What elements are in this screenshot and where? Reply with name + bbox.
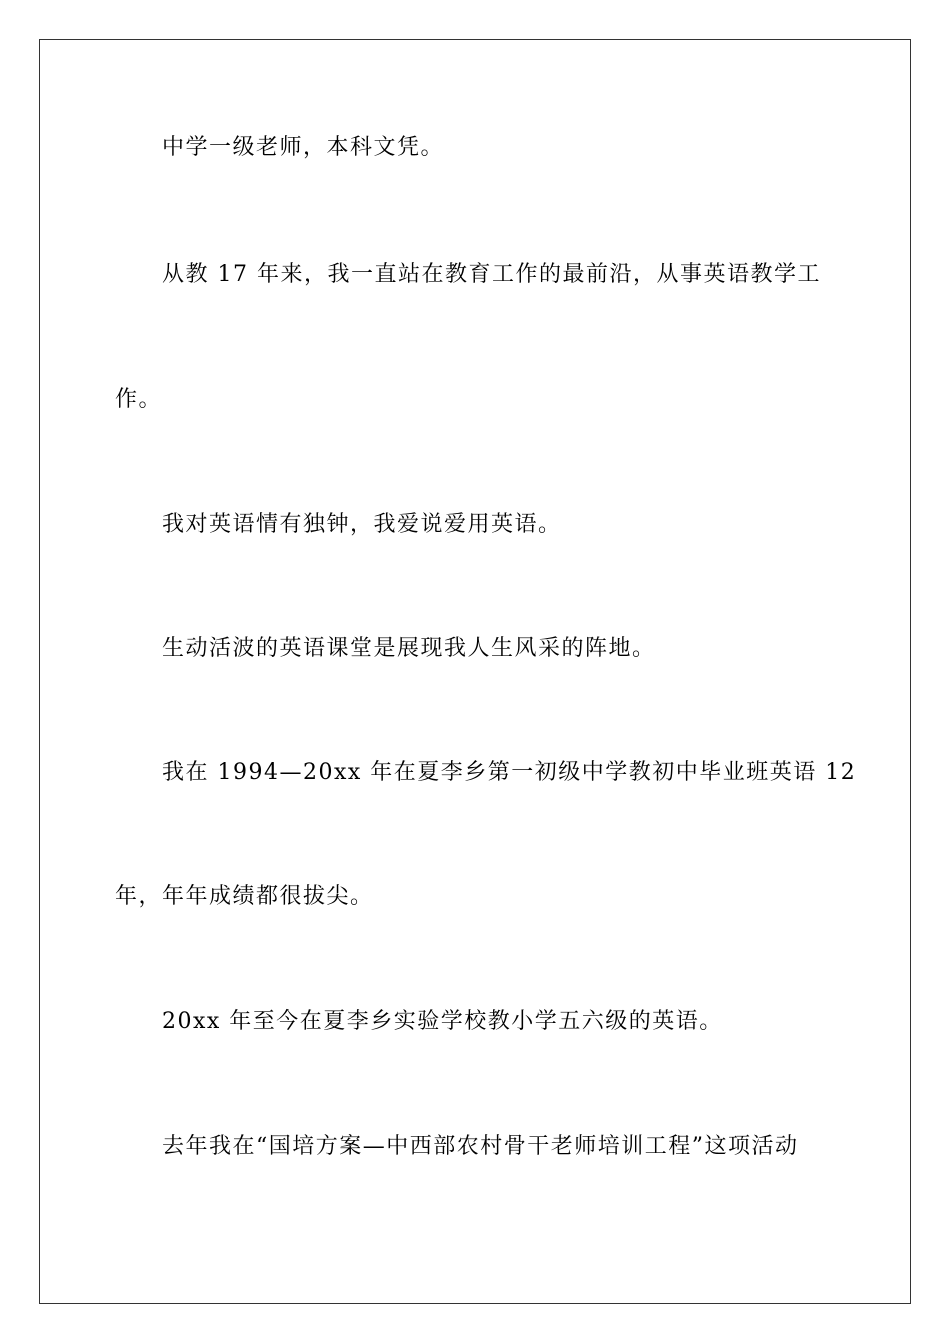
text-line-6: 我在 1994—20xx 年在夏李乡第一初级中学教初中毕业班英语 12: [162, 760, 857, 785]
text-line-8: 20xx 年至今在夏李乡实验学校教小学五六级的英语。: [162, 1009, 723, 1034]
text-line-9: 去年我在“国培方案—中西部农村骨干老师培训工程”这项活动: [162, 1134, 799, 1159]
page-frame: [39, 39, 911, 1304]
text-line-2: 从教 17 年来，我一直站在教育工作的最前沿，从事英语教学工: [162, 262, 821, 287]
text-line-7: 年，年年成绩都很拔尖。: [115, 884, 374, 909]
text-line-3: 作。: [115, 387, 163, 412]
text-line-4: 我对英语情有独钟，我爱说爱用英语。: [162, 512, 562, 537]
text-line-5: 生动活波的英语课堂是展现我人生风采的阵地。: [162, 636, 656, 661]
text-line-1: 中学一级老师，本科文凭。: [162, 135, 445, 160]
